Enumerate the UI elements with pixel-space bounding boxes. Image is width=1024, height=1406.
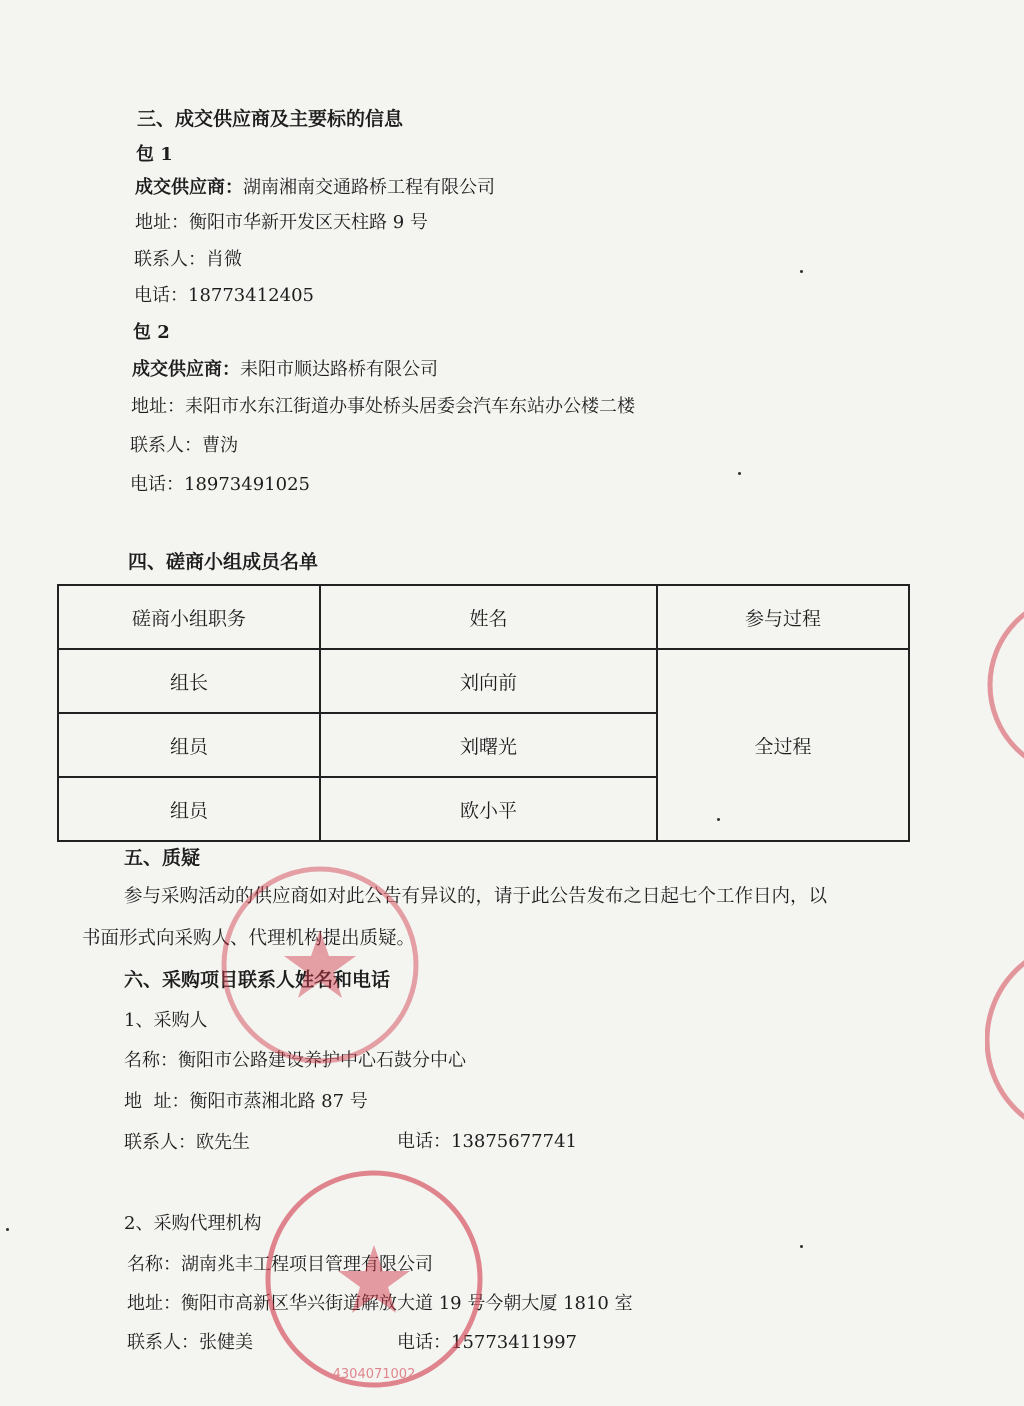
purchaser-phone: 电话：13875677741 xyxy=(397,1131,577,1152)
purchaser-name: 名称：衡阳市公路建设养护中心石鼓分中心 xyxy=(124,1050,466,1071)
scan-speck xyxy=(800,270,803,273)
scan-speck xyxy=(6,1228,9,1231)
scan-speck xyxy=(717,818,720,821)
purchaser-title: 1、采购人 xyxy=(124,1010,208,1031)
row-name: 刘向前 xyxy=(320,649,657,713)
scan-speck xyxy=(738,472,741,475)
section6-heading: 六、采购项目联系人姓名和电话 xyxy=(124,969,391,991)
pkg1-supplier-value: 湖南湘南交通路桥工程有限公司 xyxy=(243,177,495,198)
edge-seal-top xyxy=(985,590,1024,780)
pkg2-supplier-value: 耒阳市顺达路桥有限公司 xyxy=(240,359,438,380)
pkg1-address: 地址：衡阳市华新开发区天柱路 9 号 xyxy=(135,212,428,233)
pkg1-contact: 联系人：肖微 xyxy=(134,249,242,270)
section3-heading: 三、成交供应商及主要标的信息 xyxy=(137,108,404,130)
section5-line1: 参与采购活动的供应商如对此公告有异议的，请于此公告发布之日起七个工作日内，以 xyxy=(124,886,828,907)
section5-heading: 五、质疑 xyxy=(124,847,201,869)
agency-name: 名称：湖南兆丰工程项目管理有限公司 xyxy=(127,1254,433,1275)
edge-seal-bottom xyxy=(985,935,1024,1145)
pkg2-supplier-label: 成交供应商： xyxy=(132,359,240,380)
pkg2-address: 地址：耒阳市水东江街道办事处桥头居委会汽车东站办公楼二楼 xyxy=(131,396,635,417)
row-role: 组长 xyxy=(58,649,320,713)
row-name: 刘曙光 xyxy=(320,713,657,777)
committee-table xyxy=(57,584,910,842)
section4-heading: 四、磋商小组成员名单 xyxy=(128,551,319,573)
header-name: 姓名 xyxy=(320,585,657,649)
pkg1-phone: 电话：18773412405 xyxy=(134,285,314,306)
pkg2-contact: 联系人：曹沩 xyxy=(130,435,238,456)
header-process: 参与过程 xyxy=(657,585,909,649)
pkg1-title: 包 1 xyxy=(136,144,173,165)
pkg2-title: 包 2 xyxy=(133,322,170,343)
agency-address: 地址：衡阳市高新区华兴街道解放大道 19 号今朝大厦 1810 室 xyxy=(127,1293,633,1314)
row-name: 欧小平 xyxy=(320,777,657,841)
row-role: 组员 xyxy=(58,777,320,841)
purchaser-address: 地 址：衡阳市蒸湘北路 87 号 xyxy=(124,1091,368,1112)
agency-seal-code: 4304071002 xyxy=(332,1367,416,1382)
table-row xyxy=(58,649,909,713)
agency-seal xyxy=(258,1163,490,1395)
pkg2-supplier xyxy=(132,361,438,379)
pkg2-phone: 电话：18973491025 xyxy=(130,474,310,495)
agency-phone: 电话：15773411997 xyxy=(397,1332,577,1353)
agency-contact: 联系人：张健美 xyxy=(127,1332,253,1353)
table-header-row xyxy=(58,585,909,649)
row-role: 组员 xyxy=(58,713,320,777)
pkg1-supplier-label: 成交供应商： xyxy=(135,177,243,198)
process-cell: 全过程 xyxy=(657,649,909,841)
purchaser-contact: 联系人：欧先生 xyxy=(124,1132,250,1153)
pkg1-supplier xyxy=(135,179,495,197)
agency-title: 2、采购代理机构 xyxy=(124,1213,262,1234)
scan-speck xyxy=(800,1245,803,1248)
section5-line2: 书面形式向采购人、代理机构提出质疑。 xyxy=(82,928,416,949)
header-role: 磋商小组职务 xyxy=(58,585,320,649)
